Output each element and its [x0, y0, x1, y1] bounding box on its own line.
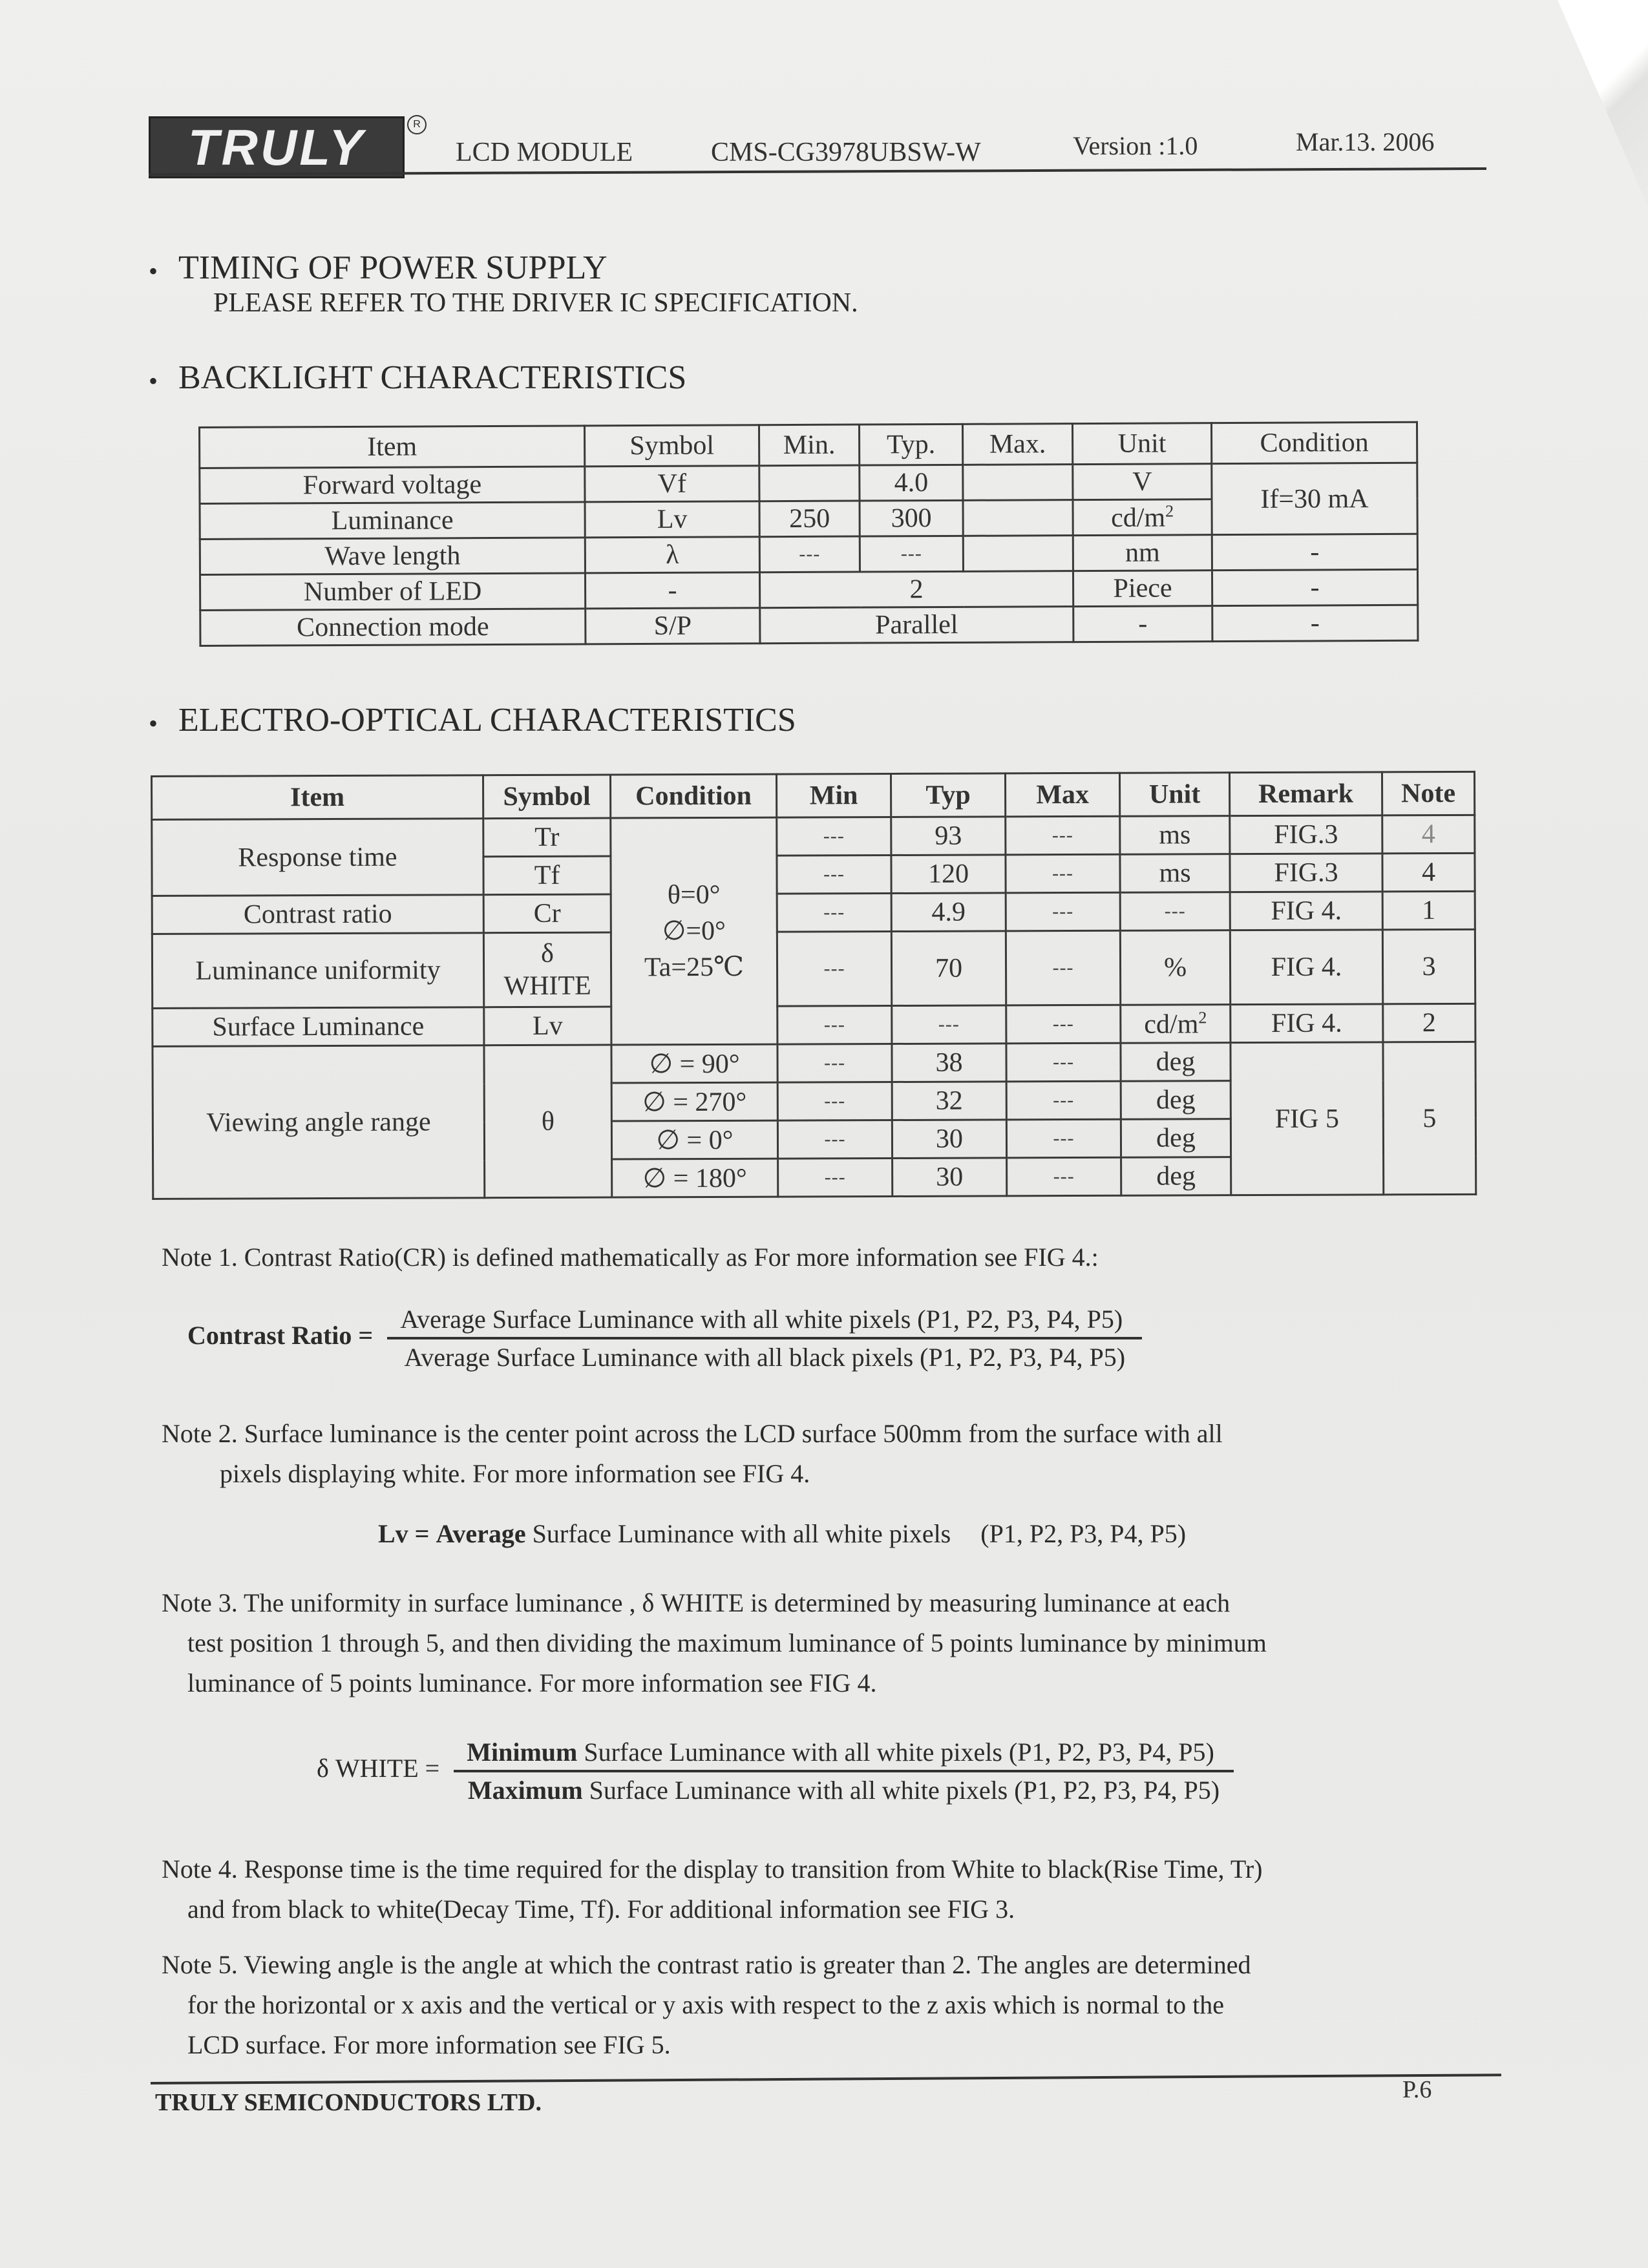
cell-note: 5	[1383, 1042, 1476, 1194]
unit-text: cd/m	[1111, 502, 1166, 533]
col-header-min: Min.	[759, 425, 859, 466]
cell-min: ---	[777, 932, 891, 1007]
cell-note: 1	[1382, 891, 1475, 929]
cell-symbol: -	[585, 572, 759, 609]
table-row	[200, 463, 1417, 503]
note-3-line-3: luminance of 5 points luminance. For more information see FIG 4.	[187, 1668, 877, 1697]
cell-min: ---	[777, 1005, 892, 1044]
formula-bold-word: Average	[436, 1519, 526, 1548]
cell-note: 3	[1382, 929, 1475, 1003]
cell-min: ---	[759, 536, 860, 572]
note-3-line-1: Note 3. The uniformity in surface luminance , δ WHITE is determined by measuring luminance at each	[162, 1588, 1231, 1617]
col-header-condition: Condition	[611, 774, 777, 818]
col-header-max: Max.	[962, 424, 1072, 465]
cell-unit: deg	[1121, 1081, 1231, 1120]
cell-remark: FIG 4.	[1231, 1004, 1383, 1043]
cell-symbol: θ	[484, 1045, 612, 1198]
formula-fraction	[387, 1304, 1142, 1372]
cell-unit: -	[1073, 606, 1212, 642]
col-header-item: Item	[200, 426, 585, 468]
formula-lhs: Contrast Ratio =	[187, 1321, 374, 1350]
cell-symbol: Cr	[483, 894, 611, 933]
formula-denominator	[454, 1772, 1234, 1805]
cell-condition-shared	[611, 817, 777, 1045]
cell-condition: ∅ = 0°	[611, 1120, 777, 1159]
cell-symbol: Tf	[483, 856, 611, 895]
cell-typ: 70	[891, 931, 1006, 1006]
cell-min: ---	[777, 856, 891, 894]
cell-max: ---	[1006, 816, 1120, 855]
formula-numerator	[454, 1737, 1234, 1772]
cell-typ: 4.0	[860, 465, 963, 501]
col-header-symbol: Symbol	[585, 425, 759, 467]
white-label: WHITE	[503, 971, 591, 1002]
contrast-ratio-formula	[187, 1304, 1142, 1372]
table-row	[152, 815, 1475, 857]
note-3	[162, 1583, 1480, 1703]
unit-superscript: 2	[1198, 1007, 1207, 1027]
cell-max: ---	[1006, 854, 1120, 893]
cell-remark: FIG.3	[1230, 815, 1382, 854]
backlight-table	[198, 421, 1419, 647]
cell-item: Response time	[152, 819, 483, 896]
cell-max	[963, 500, 1073, 536]
cell-symbol: Lv	[484, 1007, 611, 1045]
cell-typ: 93	[891, 817, 1006, 856]
cell-unit: deg	[1121, 1157, 1231, 1196]
table-row	[200, 569, 1418, 610]
cell-note: 4	[1382, 815, 1475, 853]
col-header-max: Max	[1005, 773, 1119, 817]
table-row	[200, 605, 1418, 646]
formula-points: (P1, P2, P3, P4, P5)	[980, 1519, 1187, 1548]
cell-typ: 300	[860, 500, 963, 536]
cell-condition: If=30 mA	[1212, 463, 1417, 534]
registered-mark-icon: R	[407, 115, 427, 134]
col-header-item: Item	[152, 775, 483, 820]
cell-item: Luminance	[200, 502, 585, 540]
cell-max: ---	[1006, 1005, 1121, 1044]
col-header-unit: Unit	[1119, 773, 1229, 817]
cell-note: 2	[1383, 1003, 1475, 1042]
cell-symbol: Lv	[585, 501, 759, 538]
cell-max: ---	[1006, 892, 1120, 931]
cell-unit: ---	[1120, 892, 1230, 931]
cell-unit	[1073, 499, 1212, 536]
cell-remark: FIG 4.	[1230, 892, 1382, 930]
bullet-icon: •	[149, 256, 158, 286]
col-header-note: Note	[1382, 772, 1474, 815]
lv-formula	[378, 1518, 1186, 1549]
page-corner-fold	[1558, 0, 1648, 207]
col-header-unit: Unit	[1072, 423, 1211, 465]
cell-unit: V	[1073, 464, 1212, 500]
table-row	[152, 929, 1475, 1008]
cell-remark: FIG.3	[1230, 854, 1382, 892]
cell-item: Surface Luminance	[153, 1007, 484, 1047]
product-type: LCD MODULE	[456, 138, 633, 167]
cell-min	[759, 465, 860, 501]
numerator-bold: Minimum	[467, 1738, 578, 1767]
note-2-line-1: Note 2. Surface luminance is the center point across the LCD surface 500mm from the surface with all	[162, 1419, 1223, 1448]
delta-symbol: δ	[540, 938, 554, 969]
unit-superscript: 2	[1165, 501, 1174, 520]
cell-item: Contrast ratio	[152, 895, 483, 934]
part-number: CMS-CG3978UBSW-W	[711, 138, 981, 167]
col-header-condition: Condition	[1211, 422, 1417, 463]
note-3-line-2: test position 1 through 5, and then dividing the maximum luminance of 5 points luminance by minimum	[187, 1628, 1267, 1657]
cell-value: 2	[759, 571, 1073, 608]
cell-item: Luminance uniformity	[152, 933, 483, 1009]
cell-condition: -	[1212, 534, 1417, 570]
electro-optical-table	[151, 771, 1477, 1200]
denominator-rest: Surface Luminance with all white pixels (P1, P2, P3, P4, P5)	[589, 1776, 1220, 1805]
cell-item: Connection mode	[200, 609, 586, 646]
cell-unit: Piece	[1073, 571, 1212, 607]
cell-typ: 30	[893, 1158, 1007, 1197]
cell-min: ---	[777, 817, 891, 856]
cell-unit	[1121, 1005, 1231, 1044]
section-heading-backlight	[149, 359, 686, 397]
cell-symbol: Tr	[483, 818, 611, 857]
col-header-min: Min	[776, 774, 891, 818]
delta-white-formula	[317, 1737, 1234, 1805]
formula-lhs: δ WHITE =	[317, 1754, 440, 1783]
cell-unit: deg	[1121, 1043, 1231, 1082]
cell-unit: %	[1120, 930, 1230, 1005]
cell-unit: ms	[1120, 816, 1230, 855]
denominator-bold: Maximum	[467, 1776, 583, 1805]
page-number: P.6	[1402, 2076, 1432, 2103]
cell-symbol: λ	[585, 537, 759, 573]
condition-phi: ∅=0°	[662, 916, 726, 947]
note-4	[162, 1849, 1480, 1929]
cell-typ: ---	[892, 1005, 1006, 1044]
section-title: TIMING OF POWER SUPPLY	[178, 249, 607, 286]
cell-condition: -	[1212, 605, 1418, 641]
cell-max: ---	[1006, 1043, 1121, 1082]
note-1-text: Note 1. Contrast Ratio(CR) is defined mathematically as For more information see FIG 4.:	[162, 1243, 1099, 1272]
footer-divider	[151, 2074, 1501, 2084]
formula-numerator: Average Surface Luminance with all white pixels (P1, P2, P3, P4, P5)	[387, 1304, 1142, 1339]
section-title: ELECTRO-OPTICAL CHARACTERISTICS	[178, 702, 796, 739]
cell-note: 4	[1382, 853, 1475, 891]
table-row	[153, 1042, 1475, 1084]
table-header-row	[200, 422, 1417, 468]
cell-remark: FIG 5	[1231, 1042, 1384, 1195]
note-1	[162, 1237, 1480, 1277]
cell-unit: nm	[1073, 535, 1212, 571]
cell-max: ---	[1006, 930, 1120, 1005]
note-2	[162, 1414, 1480, 1494]
cell-min: ---	[777, 1120, 892, 1159]
cell-value: Parallel	[760, 607, 1073, 644]
col-header-remark: Remark	[1229, 772, 1382, 816]
cell-typ: ---	[860, 536, 963, 572]
note-4-line-2: and from black to white(Decay Time, Tf). For additional information see FIG 3.	[187, 1895, 1015, 1924]
cell-remark: FIG 4.	[1230, 930, 1382, 1005]
cell-min: ---	[777, 1044, 892, 1082]
unit-text: cd/m	[1144, 1009, 1199, 1040]
note-5-line-2: for the horizontal or x axis and the vertical or y axis with respect to the z axis which is normal to the	[187, 1990, 1224, 2019]
bullet-icon: •	[149, 708, 158, 738]
numerator-rest: Surface Luminance with all white pixels (P1, P2, P3, P4, P5)	[584, 1738, 1214, 1767]
cell-item: Forward voltage	[200, 467, 585, 504]
cell-max: ---	[1007, 1157, 1121, 1196]
note-4-line-1: Note 4. Response time is the time required for the display to transition from White to black(Rise Time, Tr)	[162, 1854, 1263, 1884]
cell-symbol	[483, 932, 611, 1007]
col-header-typ: Typ	[891, 773, 1005, 817]
cell-item: Wave length	[200, 538, 585, 575]
formula-lhs: Lv =	[378, 1519, 430, 1548]
cell-max	[963, 536, 1073, 572]
cell-typ: 120	[891, 855, 1006, 894]
formula-denominator: Average Surface Luminance with all black pixels (P1, P2, P3, P4, P5)	[404, 1343, 1126, 1372]
cell-item: Number of LED	[200, 573, 586, 611]
cell-max	[963, 465, 1073, 501]
cell-unit: ms	[1120, 854, 1230, 893]
cell-typ: 4.9	[891, 893, 1006, 932]
cell-item: Viewing angle range	[153, 1045, 485, 1199]
cell-unit: deg	[1121, 1119, 1231, 1158]
cell-condition: -	[1212, 569, 1417, 605]
formula-rest: Surface Luminance with all white pixels	[532, 1519, 951, 1548]
timing-text: PLEASE REFER TO THE DRIVER IC SPECIFICATION.	[213, 288, 858, 318]
cell-typ: 38	[892, 1044, 1006, 1082]
cell-symbol: Vf	[585, 466, 759, 502]
cell-max: ---	[1006, 1119, 1121, 1158]
table-row	[153, 1003, 1475, 1046]
section-title: BACKLIGHT CHARACTERISTICS	[178, 359, 687, 396]
cell-typ: 32	[892, 1082, 1006, 1120]
document-date: Mar.13. 2006	[1296, 127, 1435, 156]
table-row	[152, 891, 1475, 934]
note-5-line-1: Note 5. Viewing angle is the angle at which the contrast ratio is greater than 2. The angles are determined	[162, 1950, 1251, 1979]
bullet-icon: •	[149, 366, 158, 395]
condition-theta: θ=0°	[667, 879, 721, 910]
cell-typ: 30	[892, 1120, 1006, 1159]
section-heading-electro-optical	[149, 701, 796, 739]
col-header-typ: Typ.	[859, 424, 962, 465]
cell-max: ---	[1006, 1081, 1121, 1120]
cell-min: ---	[777, 894, 891, 932]
cell-condition: ∅ = 90°	[611, 1044, 777, 1083]
note-2-line-2: pixels displaying white. For more information see FIG 4.	[220, 1459, 810, 1488]
truly-logo: TRULY	[149, 116, 405, 178]
note-5-line-3: LCD surface. For more information see FIG 5.	[187, 2030, 671, 2059]
version-label: Version :1.0	[1073, 131, 1198, 160]
condition-temperature: Ta=25℃	[644, 952, 745, 983]
cell-condition: ∅ = 270°	[611, 1082, 777, 1121]
cell-min: ---	[778, 1158, 893, 1197]
col-header-symbol: Symbol	[483, 775, 611, 819]
table-header-row	[152, 772, 1475, 819]
note-5	[162, 1945, 1480, 2065]
footer-company: TRULY SEMICONDUCTORS LTD.	[155, 2089, 542, 2116]
formula-fraction	[454, 1737, 1234, 1805]
cell-min: ---	[777, 1082, 892, 1120]
cell-min: 250	[759, 501, 860, 537]
cell-symbol: S/P	[586, 608, 760, 644]
section-heading-timing	[149, 249, 607, 287]
table-row	[200, 534, 1417, 574]
cell-condition: ∅ = 180°	[612, 1159, 778, 1197]
